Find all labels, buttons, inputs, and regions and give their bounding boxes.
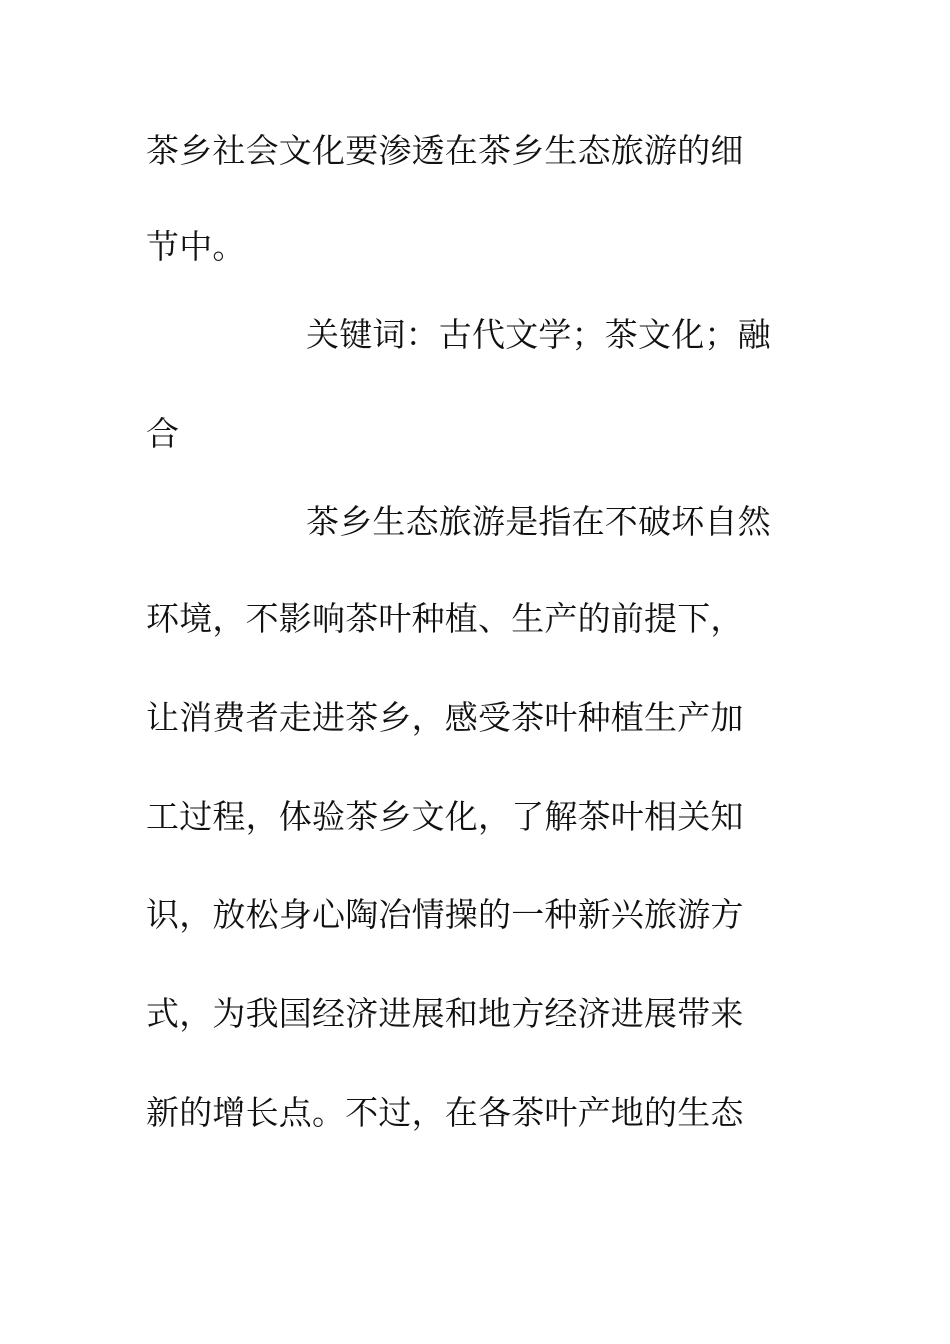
body-text-line: 节中。 <box>146 227 246 266</box>
body-text-line: 式，为我国经济进展和地方经济进展带来 <box>146 994 744 1033</box>
paragraph-start-line: 茶乡生态旅游是指在不破坏自然 <box>306 502 771 541</box>
body-text-line: 识，放松身心陶冶情操的一种新兴旅游方 <box>146 895 744 934</box>
body-text-line: 新的增长点。不过，在各茶叶产地的生态 <box>146 1093 744 1132</box>
keywords-continuation: 合 <box>146 414 180 453</box>
body-text-line: 茶乡社会文化要渗透在茶乡生态旅游的细 <box>146 131 744 170</box>
body-text-line: 让消费者走进茶乡，感受茶叶种植生产加 <box>146 698 744 737</box>
keywords-line: 关键词：古代文学；茶文化；融 <box>306 315 771 354</box>
body-text-line: 环境，不影响茶叶种植、生产的前提下， <box>146 599 744 638</box>
body-text-line: 工过程，体验茶乡文化，了解茶叶相关知 <box>146 797 744 836</box>
